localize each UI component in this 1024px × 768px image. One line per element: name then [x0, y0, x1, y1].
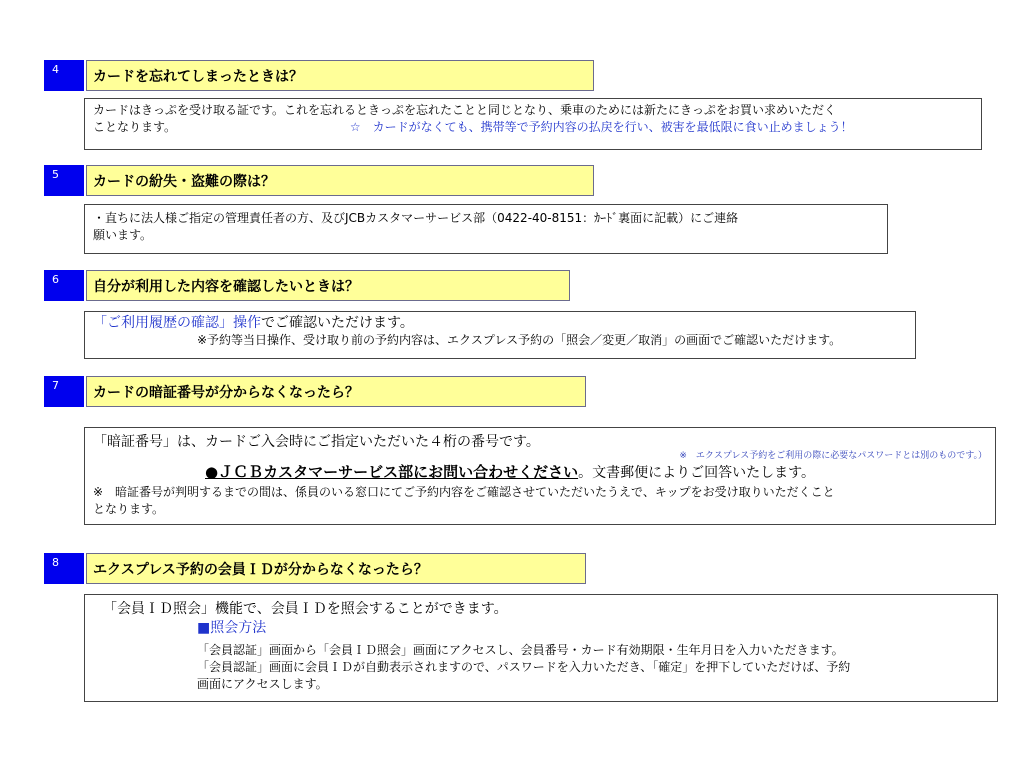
section-number: 6 — [44, 270, 84, 301]
section-number: 5 — [44, 165, 84, 196]
answer-text: ことなります。 — [93, 120, 177, 134]
method-step: 「会員認証」画面から「会員ＩＤ照会」画面にアクセスし、会員番号・カード有効期限・生年月日を入力いただきます。 — [197, 643, 844, 657]
answer-line — [93, 119, 973, 136]
small-note: ※ エクスプレス予約をご利用の際に必要なパスワードとは別のものです。） — [679, 451, 987, 461]
method-title: ■照会方法 — [197, 620, 267, 636]
answer-box — [84, 594, 998, 702]
history-check-link[interactable]: 「ご利用履歴の確認」操作 — [93, 315, 261, 331]
answer-line — [93, 315, 907, 332]
answer-note: となります。 — [93, 502, 165, 516]
question-heading: カードの暗証番号が分からなくなったら？ — [86, 376, 586, 407]
section-number: 4 — [44, 60, 84, 91]
contact-line — [93, 461, 987, 484]
section-number: 7 — [44, 376, 84, 407]
question-heading: カードを忘れてしまったときは？ — [86, 60, 594, 91]
contact-instruction: ●ＪＣＢカスタマーサービス部にお問い合わせください — [205, 463, 579, 481]
answer-box — [84, 427, 996, 525]
question-heading: 自分が利用した内容を確認したいときは？ — [86, 270, 570, 301]
method-step: 「会員認証」画面に会員ＩＤが自動表示されますので、パスワードを入力いただき、「確定」を押下していただけば、予約 — [197, 660, 851, 674]
answer-note: ※予約等当日操作、受け取り前の予約内容は、エクスプレス予約の「照会／変更／取消」の画面でご確認いただけます。 — [197, 333, 842, 347]
contact-text: 。文書郵便によりご回答いたします。 — [578, 465, 815, 481]
question-heading: エクスプレス予約の会員ＩＤが分からなくなったら？ — [86, 553, 586, 584]
answer-text: 「暗証番号」は、カードご入会時にご指定いただいた４桁の番号です。 — [93, 434, 540, 450]
question-heading: カードの紛失・盗難の際は？ — [86, 165, 594, 196]
answer-text: ・直ちに法人様ご指定の管理責任者の方、及びJCBカスタマーサービス部（0422-40-8151：ｶｰﾄﾞ裏面に記載）にご連絡 — [93, 211, 739, 225]
section-number: 8 — [44, 553, 84, 584]
method-step: 画面にアクセスします。 — [197, 677, 328, 691]
tip-note: ☆ カードがなくても、携帯等で予約内容の払戻を行い、被害を最低限に食い止めましょう！ — [349, 120, 853, 134]
answer-text: でご確認いただけます。 — [261, 315, 414, 331]
answer-text: 「会員ＩＤ照会」機能で、会員ＩＤを照会することができます。 — [103, 601, 508, 617]
answer-box — [84, 311, 916, 359]
answer-box — [84, 98, 982, 150]
answer-text: カードはきっぷを受け取る証です。これを忘れるときっぷを忘れたことと同じとなり、乗車のためには新たにきっぷをお買い求めいただく — [93, 103, 837, 117]
answer-box — [84, 204, 888, 254]
answer-text: 願います。 — [93, 228, 153, 242]
answer-note: ※ 暗証番号が判明するまでの間は、係員のいる窓口にてご予約内容をご確認させていただいたうえで、キップをお受け取りいただくこと — [93, 485, 835, 499]
